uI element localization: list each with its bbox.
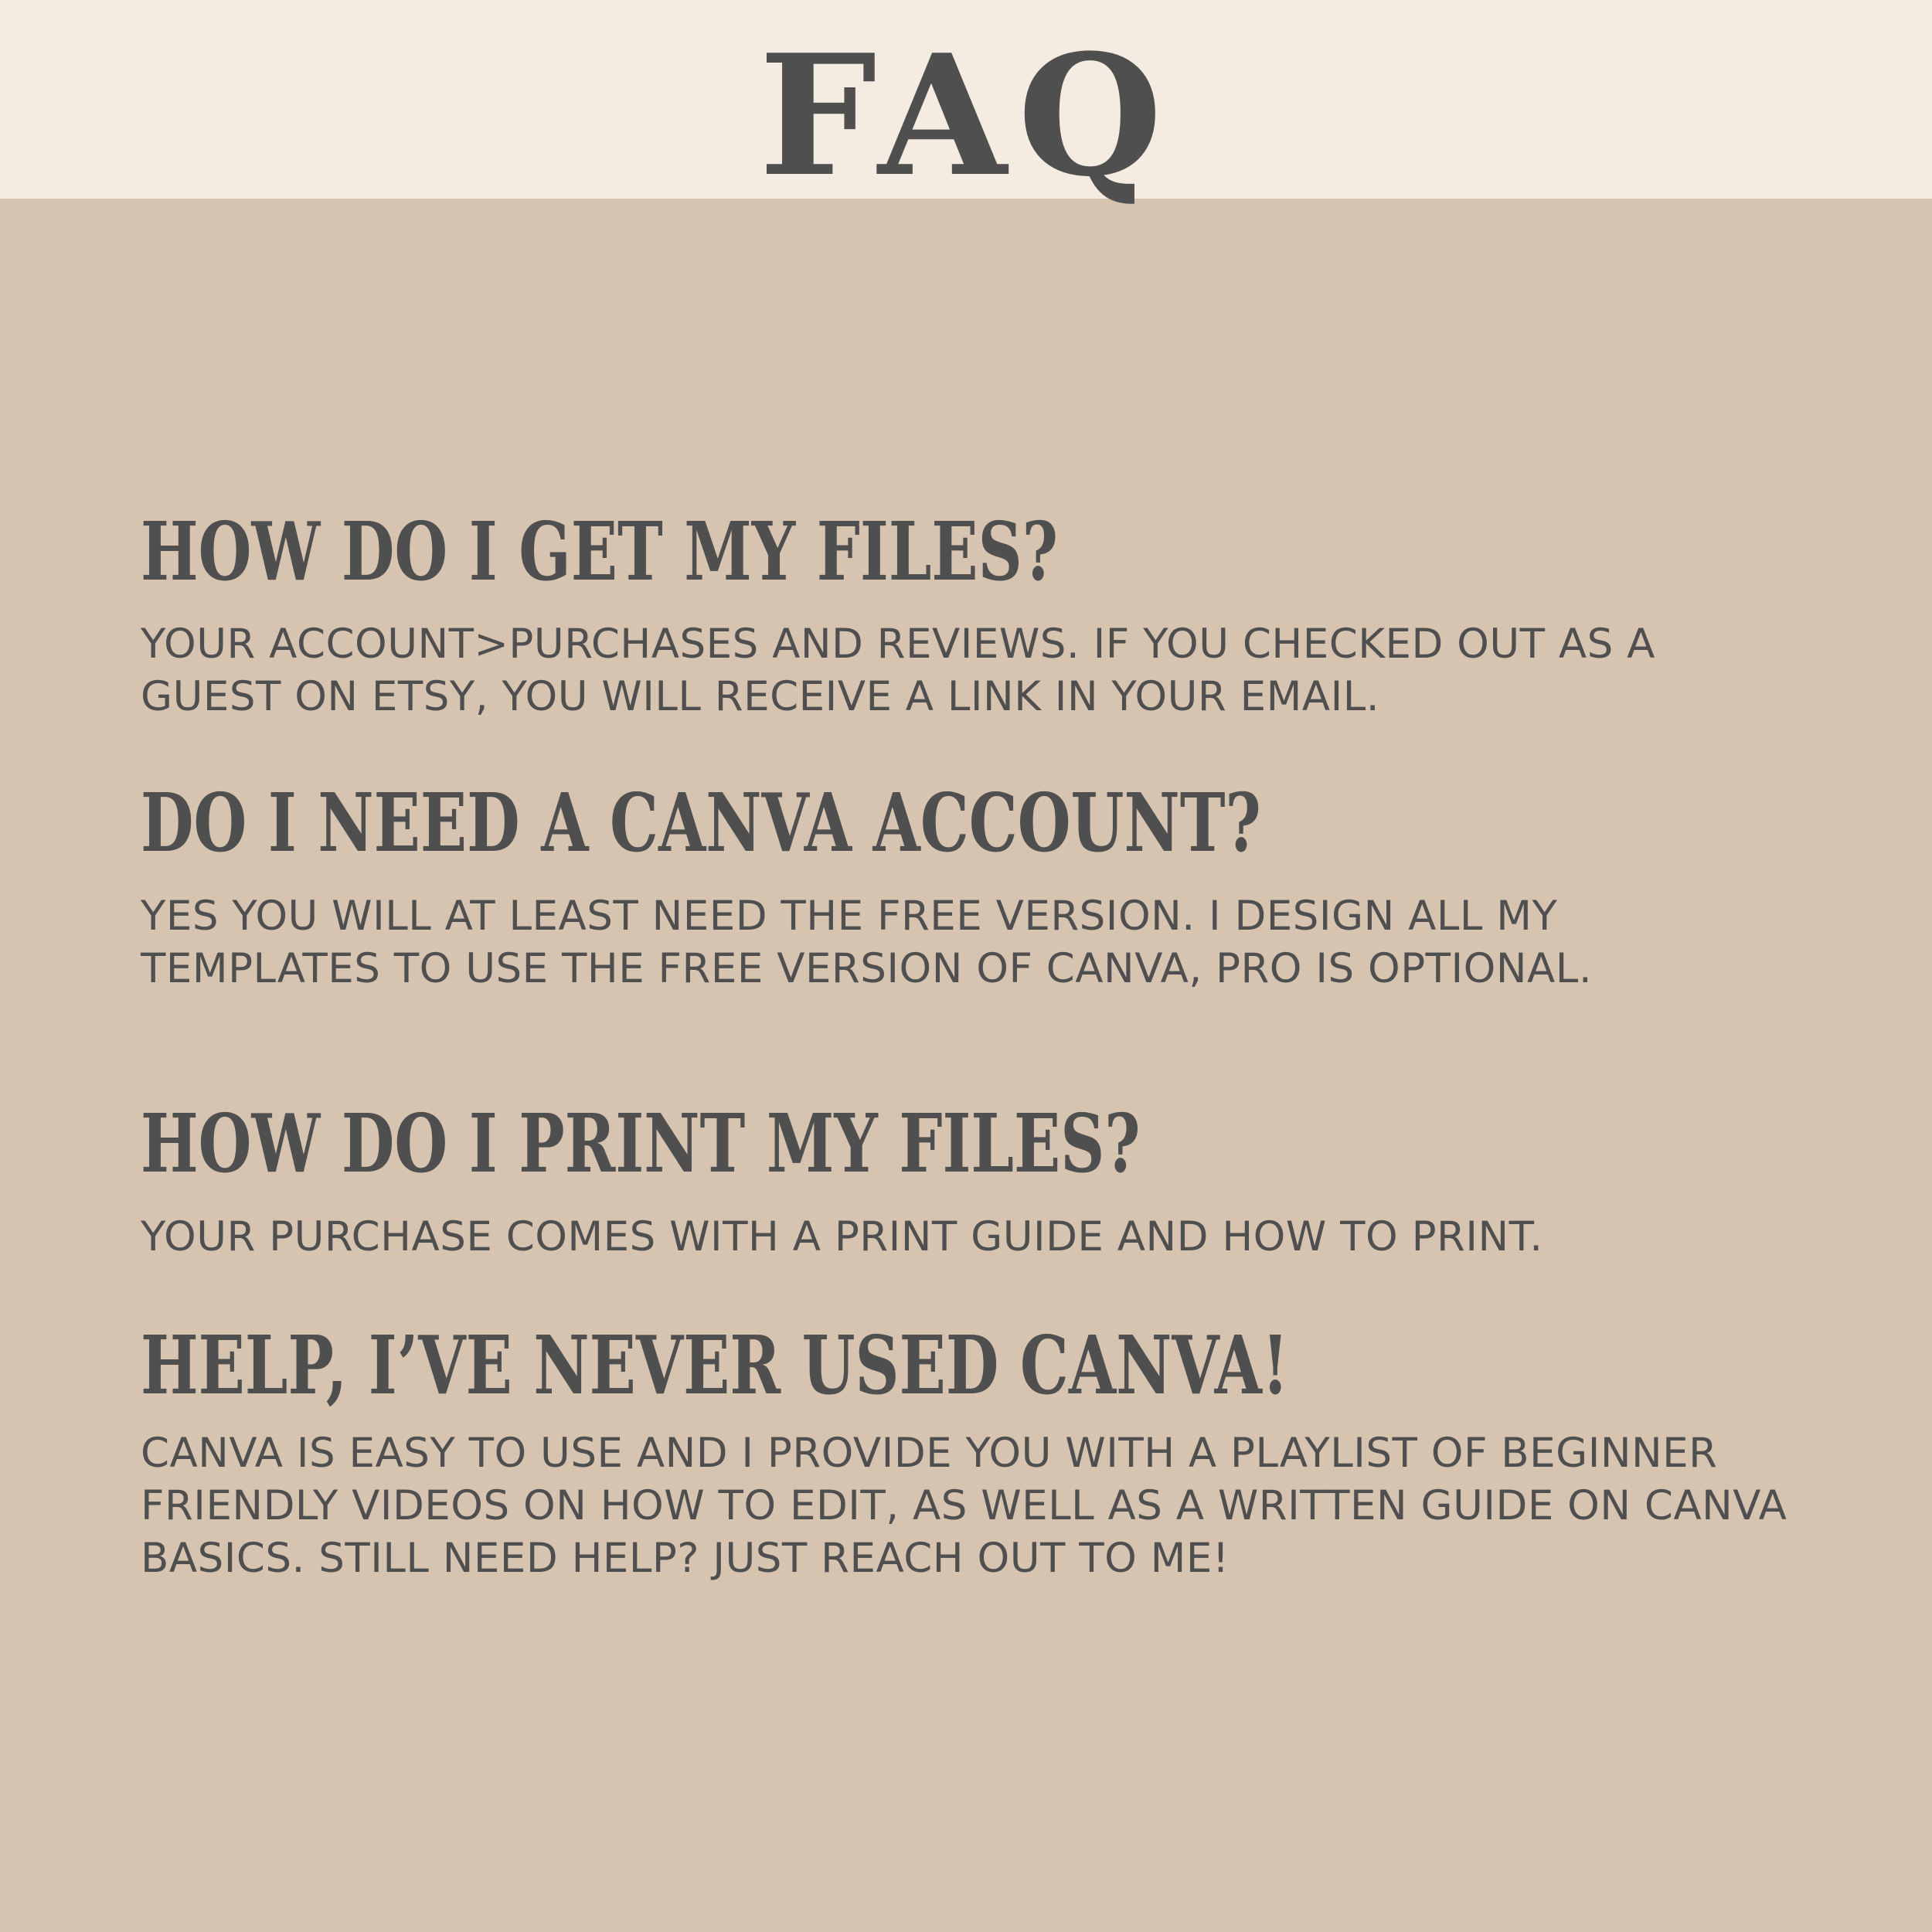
page-title: FAQ (758, 18, 1174, 213)
faq-question: HOW DO I GET MY FILES? (141, 504, 1059, 599)
faq-answer: YOUR ACCOUNT>PURCHASES AND REVIEWS. IF YOU CHECKED OUT AS A GUEST ON ETSY, YOU WILL RECEIVE A LINK IN YOUR EMAIL. (141, 621, 1655, 720)
faq-answer: CANVA IS EASY TO USE AND I PROVIDE YOU WITH A PLAYLIST OF BEGINNER FRIENDLY VIDEOS ON HOW TO EDIT, AS WELL AS A WRITTEN GUIDE ON CANVA BASICS. STILL NEED HELP? JUST REACH OUT TO ME! (141, 1430, 1787, 1582)
faq-question: HOW DO I PRINT MY FILES? (141, 1096, 1141, 1191)
faq-answer: YOUR PURCHASE COMES WITH A PRINT GUIDE AND HOW TO PRINT. (141, 1213, 1543, 1260)
faq-question: HELP, I’VE NEVER USED CANVA! (141, 1318, 1289, 1413)
faq-answer: YES YOU WILL AT LEAST NEED THE FREE VERSION. I DESIGN ALL MY TEMPLATES TO USE THE FREE VERSION OF CANVA, PRO IS OPTIONAL. (141, 893, 1593, 992)
faq-question: DO I NEED A CANVA ACCOUNT? (141, 775, 1261, 870)
